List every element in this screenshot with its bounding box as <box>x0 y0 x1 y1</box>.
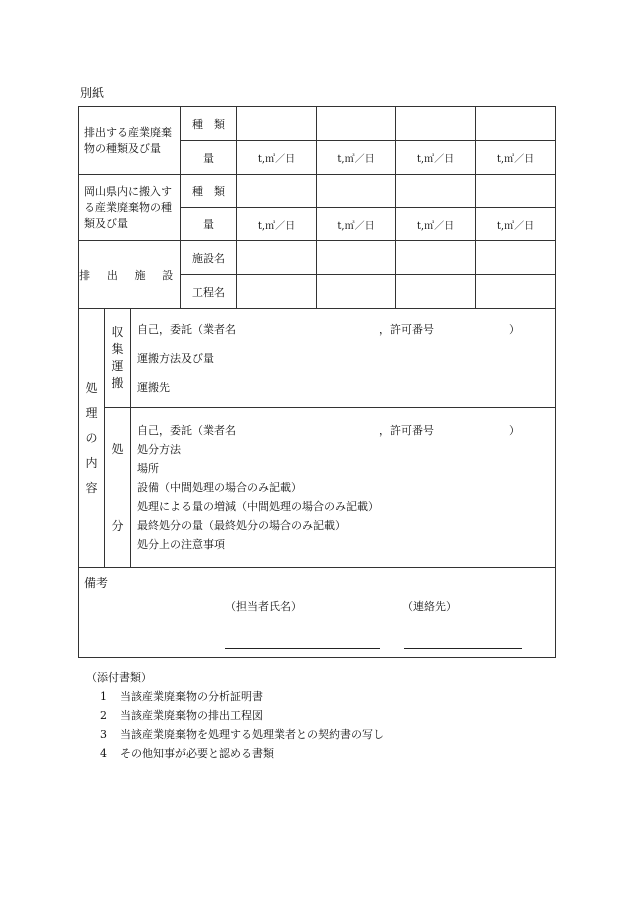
discharged-type-cell-3[interactable] <box>396 107 476 141</box>
attachments-title: （添付書類） <box>86 671 152 684</box>
imported-amount-label: 量 <box>181 208 237 241</box>
collection-char: 集 <box>111 342 124 356</box>
imported-type-label: 種 類 <box>181 175 237 208</box>
processing-char: 理 <box>85 405 98 420</box>
collection-char: 収 <box>111 325 124 339</box>
remarks-label: 備考 <box>84 576 109 590</box>
disposal-contractor-label: 自己，委託（業者名 <box>137 424 236 437</box>
collection-char: 運 <box>111 359 124 373</box>
facility-process-cell-3[interactable] <box>396 275 476 309</box>
attachment-item <box>86 706 384 725</box>
processing-char: 処 <box>85 380 98 395</box>
collection-permit-label: ，許可番号 <box>379 322 434 336</box>
attachment-text: その他知事が必要と認める書類 <box>120 747 274 760</box>
contact-input-line[interactable] <box>404 648 522 649</box>
imported-type-cell-4[interactable] <box>476 175 556 208</box>
collection-contractor-line[interactable] <box>137 320 555 339</box>
discharged-type-cell-4[interactable] <box>476 107 556 141</box>
imported-type-cell-1[interactable] <box>237 175 317 208</box>
disposal-precautions-line: 処分上の注意事項 <box>137 538 225 551</box>
facility-name-label: 施設名 <box>181 241 237 275</box>
collection-close-paren: ） <box>509 322 520 336</box>
imported-type-cell-2[interactable] <box>317 175 396 208</box>
attachments-list <box>86 668 384 763</box>
collection-contractor-label: 自己，委託（業者名 <box>137 322 236 336</box>
collection-method-line: 運搬方法及び量 <box>137 351 214 365</box>
disposal-details[interactable] <box>131 408 556 568</box>
disposal-char: 処 <box>111 441 124 456</box>
collection-char: 搬 <box>111 376 124 390</box>
remarks-section[interactable] <box>79 568 556 658</box>
page-label: 別紙 <box>80 86 105 100</box>
disposal-label <box>105 408 131 568</box>
person-in-charge-input-line[interactable] <box>225 648 380 649</box>
contact-label: （連絡先） <box>402 600 457 613</box>
facility-process-cell-4[interactable] <box>476 275 556 309</box>
imported-type-cell-3[interactable] <box>396 175 476 208</box>
collection-transport-details[interactable] <box>131 309 556 408</box>
attachment-number: 2 <box>100 709 107 722</box>
facility-name-cell-1[interactable] <box>237 241 317 275</box>
attachment-item <box>86 744 384 763</box>
attachment-text: 当該産業廃棄物を処理する処理業者との契約書の写し <box>120 728 384 741</box>
processing-char: の <box>85 430 98 445</box>
disposal-close-paren: ） <box>509 424 520 437</box>
attachment-number: 3 <box>100 728 107 741</box>
attachment-text: 当該産業廃棄物の分析証明書 <box>120 690 263 703</box>
imported-amount-unit-2[interactable]: t,㎥／日 <box>317 208 396 241</box>
imported-amount-unit-4[interactable]: t,㎥／日 <box>476 208 556 241</box>
discharged-amount-unit-2[interactable]: t,㎥／日 <box>317 141 396 175</box>
facility-name-cell-3[interactable] <box>396 241 476 275</box>
disposal-method-line: 処分方法 <box>137 443 181 456</box>
facility-name-cell-2[interactable] <box>317 241 396 275</box>
discharged-type-label: 種 類 <box>181 107 237 141</box>
collection-destination-line: 運搬先 <box>137 380 170 394</box>
disposal-permit-label: ，許可番号 <box>379 424 434 437</box>
imported-waste-header: 岡山県内に搬入する産業廃棄物の種類及び量 <box>79 175 181 241</box>
discharged-type-cell-2[interactable] <box>317 107 396 141</box>
processing-char: 内 <box>85 455 98 470</box>
disposal-char: 分 <box>111 518 124 533</box>
discharged-amount-unit-4[interactable]: t,㎥／日 <box>476 141 556 175</box>
person-in-charge-label: （担当者氏名） <box>225 600 302 613</box>
discharged-amount-label: 量 <box>181 141 237 175</box>
collection-transport-label <box>105 309 131 408</box>
facility-header: 排 出 施 設 <box>79 241 181 309</box>
discharged-waste-header: 排出する産業廃棄物の種類及び量 <box>79 107 181 175</box>
disposal-equipment-line: 設備（中間処理の場合のみ記載） <box>137 481 302 494</box>
disposal-location-line: 場所 <box>137 462 159 475</box>
discharged-type-cell-1[interactable] <box>237 107 317 141</box>
discharged-amount-unit-1[interactable]: t,㎥／日 <box>237 141 317 175</box>
facility-name-cell-4[interactable] <box>476 241 556 275</box>
attachment-number: 1 <box>100 690 107 703</box>
declaration-form-table <box>78 106 556 658</box>
disposal-final-amount-line: 最終処分の量（最終処分の場合のみ記載） <box>137 519 346 532</box>
attachment-text: 当該産業廃棄物の排出工程図 <box>120 709 263 722</box>
facility-process-cell-1[interactable] <box>237 275 317 309</box>
processing-char: 容 <box>85 480 98 495</box>
facility-process-label: 工程名 <box>181 275 237 309</box>
discharged-amount-unit-3[interactable]: t,㎥／日 <box>396 141 476 175</box>
imported-amount-unit-1[interactable]: t,㎥／日 <box>237 208 317 241</box>
attachment-item <box>86 687 384 706</box>
attachment-item <box>86 725 384 744</box>
processing-content-header <box>79 309 105 568</box>
disposal-volume-change-line: 処理による量の増減（中間処理の場合のみ記載） <box>137 500 379 513</box>
imported-amount-unit-3[interactable]: t,㎥／日 <box>396 208 476 241</box>
disposal-contractor-line[interactable] <box>137 421 555 440</box>
facility-process-cell-2[interactable] <box>317 275 396 309</box>
attachment-number: 4 <box>100 747 107 760</box>
